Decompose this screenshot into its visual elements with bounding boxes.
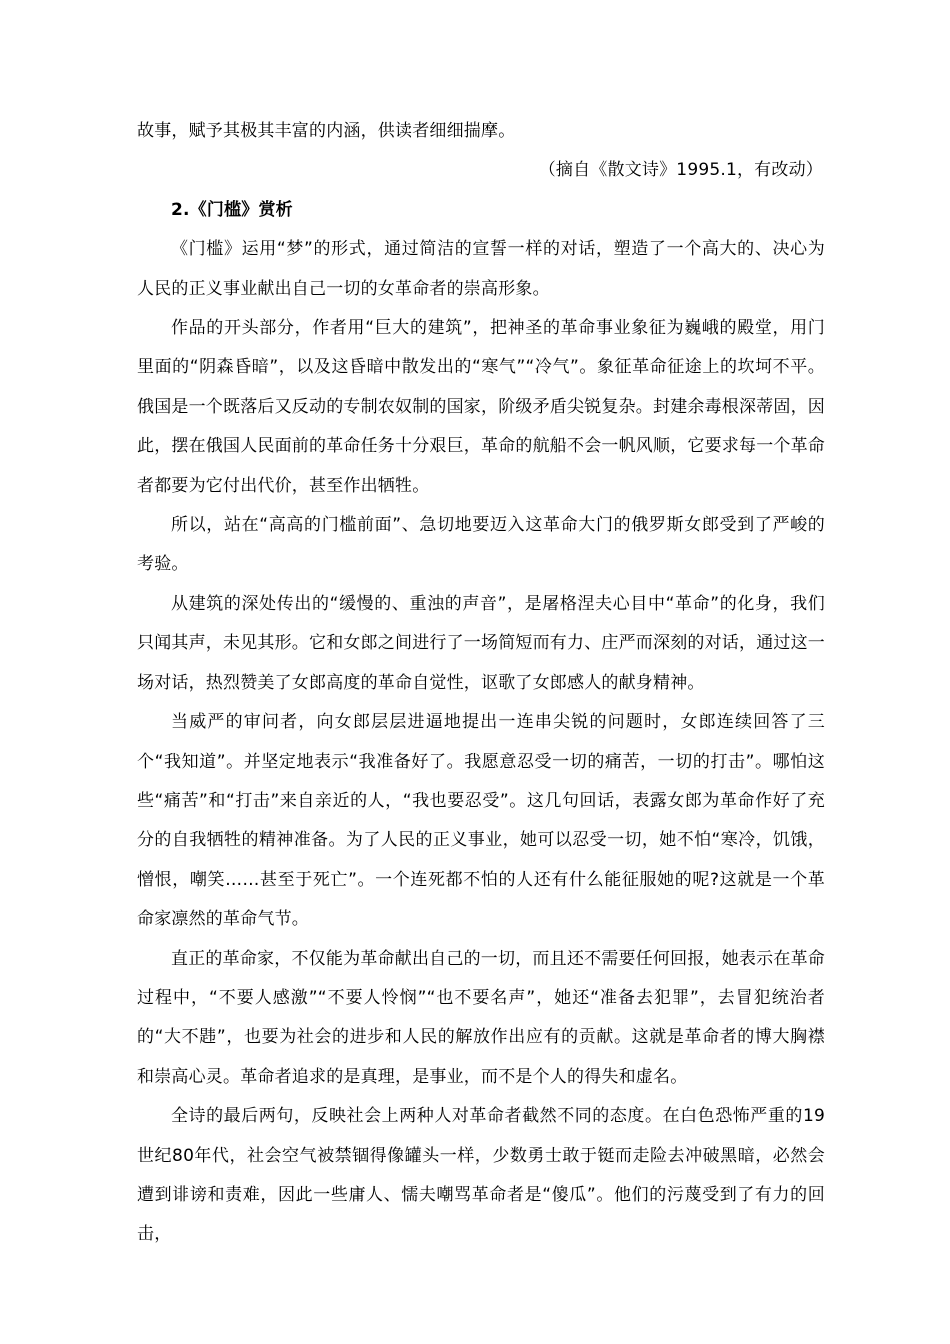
body-paragraph: 当威严的审问者，向女郎层层进逼地提出一连串尖锐的问题时，女郎连续回答了三个“我知道”。并坚定地表示“我准备好了。我愿意忍受一切的痛苦，一切的打击”。哪怕这些“痛苦”和“打击”来自亲近的人，“我也要忍受”。这几句回话，表露女郎为革命作好了充分的自我牺牲的精神准备。为了人民的正义事业，她可以忍受一切，她不怕“寒冷，饥饿，憎恨，嘲笑……甚至于死亡”。一个连死都不怕的人还有什么能征服她的呢?这就是一个革命家凛然的革命气节。: [137, 712, 825, 930]
body-paragraph: 全诗的最后两句，反映社会上两种人对革命者截然不同的态度。在白色恐怖严重的19世纪80年代，社会空气被禁锢得像罐头一样，少数勇士敢于铤而走险去冲破黑暗，必然会遭到诽谤和责难，因此一些庸人、懦夫嘲骂革命者是“傻瓜”。他们的污蔑受到了有力的回击，: [137, 1106, 825, 1245]
document-page: [137, 112, 825, 1255]
body-paragraph: 《门槛》运用“梦”的形式，通过简洁的宣誓一样的对话，塑造了一个高大的、决心为人民的正义事业献出自己一切的女革命者的崇高形象。: [137, 239, 825, 299]
source-citation: （摘自《散文诗》1995.1，有改动）: [538, 160, 823, 181]
body-paragraph: 从建筑的深处传出的“缓慢的、重浊的声音”，是屠格涅夫心目中“革命”的化身，我们只闻其声，未见其形。它和女郎之间进行了一场简短而有力、庄严而深刻的对话，通过这一场对话，热烈赞美了女郎高度的革命自觉性，讴歌了女郎感人的献身精神。: [137, 593, 825, 693]
body-paragraph: 所以，站在“高高的门槛前面”、急切地要迈入这革命大门的俄罗斯女郎受到了严峻的考验。: [137, 515, 825, 575]
body-paragraph: 作品的开头部分，作者用“巨大的建筑”，把神圣的革命事业象征为巍峨的殿堂，用门里面的“阴森昏暗”，以及这昏暗中散发出的“寒气”“冷气”。象征革命征途上的坎坷不平。俄国是一个既落后又反动的专制农奴制的国家，阶级矛盾尖锐复杂。封建余毒根深蒂固，因此，摆在俄国人民面前的革命任务十分艰巨，革命的航船不会一帆风顺，它要求每一个革命者都要为它付出代价，甚至作出牺牲。: [137, 318, 825, 496]
section-heading: 2.《门槛》赏析: [171, 199, 293, 220]
body-paragraph: 直正的革命家，不仅能为革命献出自己的一切，而且还不需要任何回报，她表示在革命过程中，“不要人感激”“不要人怜悯”“也不要名声”，她还“准备去犯罪”，去冒犯统治者的“大不韪”，也要为社会的进步和人民的解放作出应有的贡献。这就是革命者的博大胸襟和崇高心灵。革命者追求的是真理，是事业，而不是个人的得失和虚名。: [137, 948, 825, 1087]
continuation-paragraph: 故事，赋予其极其丰富的内涵，供读者细细揣摩。: [137, 121, 516, 141]
